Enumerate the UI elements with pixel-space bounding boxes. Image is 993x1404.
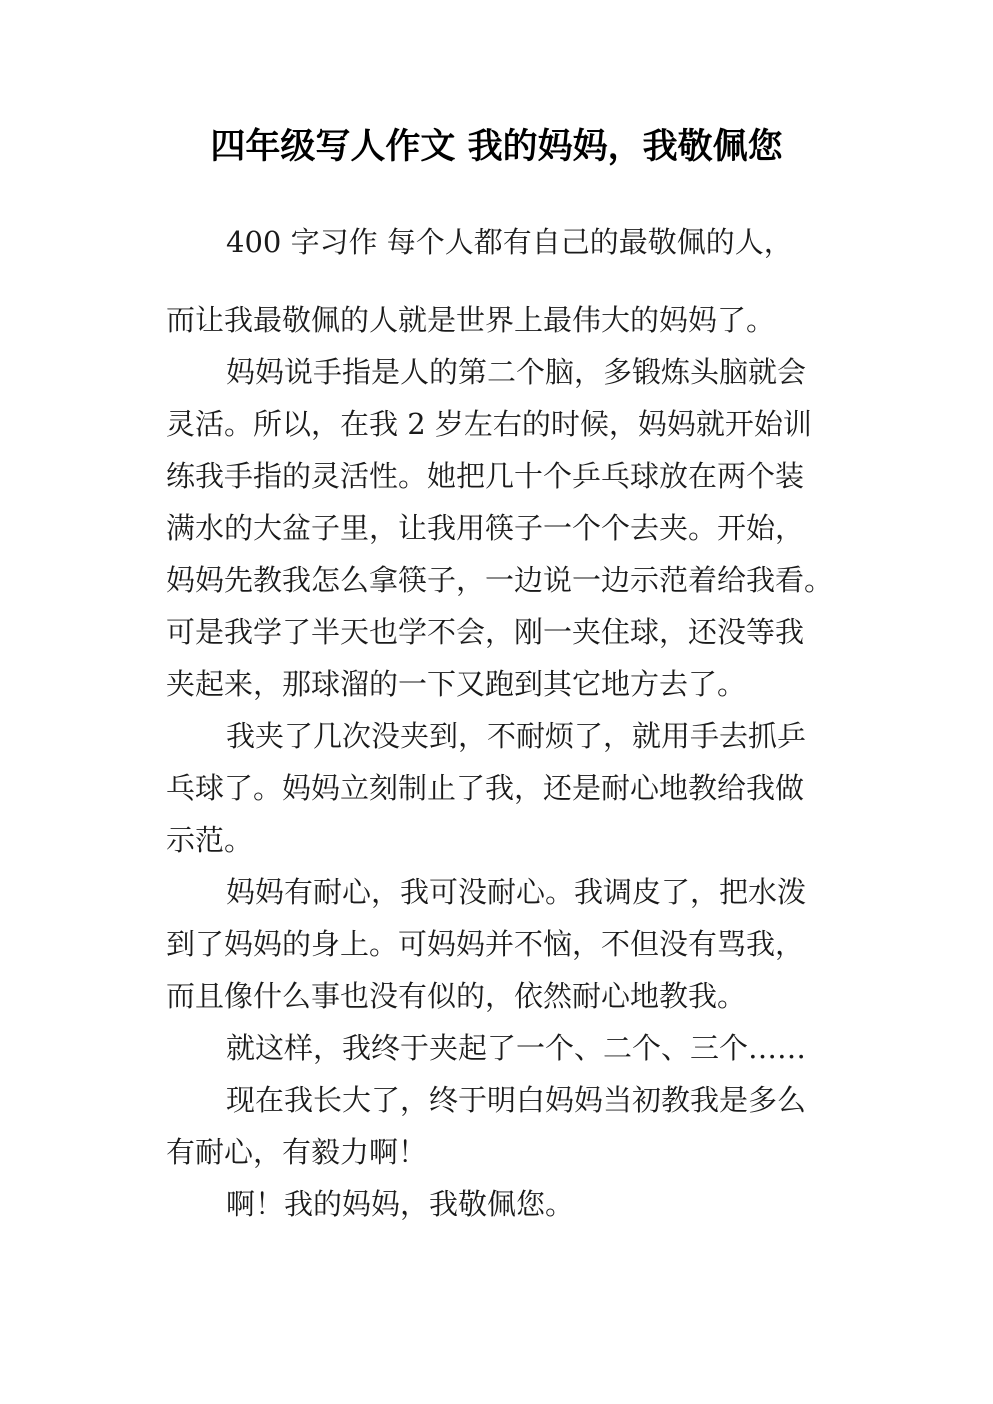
text-line: 妈妈先教我怎么拿筷子，一边说一边示范着给我看。 (166, 563, 834, 597)
text-line: 到了妈妈的身上。可妈妈并不恼，不但没有骂我， (166, 927, 805, 961)
text-line: 啊！我的妈妈，我敬佩您。 (226, 1187, 575, 1221)
text-line: 妈妈说手指是人的第二个脑，多锻炼头脑就会 (226, 355, 807, 389)
text-line: 有耐心，有毅力啊！ (166, 1135, 428, 1169)
text-line: 灵活。所以，在我 2 岁左右的时候，妈妈就开始训 (166, 407, 812, 441)
text-line: 而让我最敬佩的人就是世界上最伟大的妈妈了。 (166, 303, 776, 337)
text-line: 我夹了几次没夹到，不耐烦了，就用手去抓乒 (226, 719, 807, 753)
text-line: 可是我学了半天也学不会，刚一夹住球，还没等我 (166, 615, 805, 649)
text-line: 练我手指的灵活性。她把几十个乒乓球放在两个装 (166, 459, 805, 493)
text-line: 夹起来，那球溜的一下又跑到其它地方去了。 (166, 667, 747, 701)
text-line: 乓球了。妈妈立刻制止了我，还是耐心地教给我做 (166, 771, 805, 805)
text-line: 示范。 (166, 823, 254, 857)
text-line: 而且像什么事也没有似的，依然耐心地教我。 (166, 979, 747, 1013)
document-title: 四年级写人作文 我的妈妈，我敬佩您 (210, 127, 783, 167)
text-line: 满水的大盆子里，让我用筷子一个个去夹。开始， (166, 511, 805, 545)
text-line: 400 字习作 每个人都有自己的最敬佩的人， (226, 225, 793, 259)
text-line: 现在我长大了，终于明白妈妈当初教我是多么 (226, 1083, 807, 1117)
text-line: 就这样，我终于夹起了一个、二个、三个…… (226, 1031, 807, 1065)
text-line: 妈妈有耐心，我可没耐心。我调皮了，把水泼 (226, 875, 807, 909)
